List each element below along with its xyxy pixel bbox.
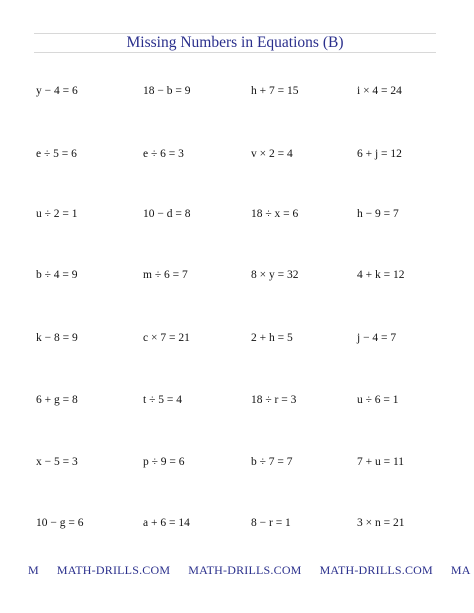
watermark-fragment: MA (450, 563, 471, 577)
equation: u ÷ 2 = 1 (36, 208, 78, 220)
equation: 18 ÷ r = 3 (251, 394, 297, 406)
equation: x − 5 = 3 (36, 456, 78, 468)
watermark-text: MATH-DRILLS.COM (56, 563, 171, 577)
equation: k − 8 = 9 (36, 332, 78, 344)
watermark-text: MATH-DRILLS.COM (188, 563, 302, 577)
equation: e ÷ 6 = 3 (143, 148, 184, 160)
equation: 10 − g = 6 (36, 517, 84, 529)
equation: t ÷ 5 = 4 (143, 394, 182, 406)
equation: 10 − d = 8 (143, 208, 191, 220)
equation: p ÷ 9 = 6 (143, 456, 185, 468)
equation: 6 + j = 12 (357, 148, 402, 160)
equation: h + 7 = 15 (251, 85, 299, 97)
equation: 2 + h = 5 (251, 332, 293, 344)
equation: j − 4 = 7 (357, 332, 397, 344)
equation: 8 × y = 32 (251, 269, 299, 281)
equation: 7 + u = 11 (357, 456, 405, 468)
equation: 4 + k = 12 (357, 269, 405, 281)
equation: v × 2 = 4 (251, 148, 293, 160)
equation: 18 − b = 9 (143, 85, 191, 97)
equation: c × 7 = 21 (143, 332, 190, 344)
equation: b ÷ 4 = 9 (36, 269, 78, 281)
equation: m ÷ 6 = 7 (143, 269, 188, 281)
page-title: Missing Numbers in Equations (B) (126, 34, 344, 51)
equation: y − 4 = 6 (36, 85, 78, 97)
footer-watermark (0, 563, 474, 579)
equation: u ÷ 6 = 1 (357, 394, 399, 406)
equation: b ÷ 7 = 7 (251, 456, 293, 468)
equation: a + 6 = 14 (143, 517, 190, 529)
watermark-text: MATH-DRILLS.COM (319, 563, 433, 577)
watermark-fragment: M (28, 563, 39, 577)
equation: 3 × n = 21 (357, 517, 405, 529)
equation: i × 4 = 24 (357, 85, 402, 97)
equation: 6 + g = 8 (36, 394, 78, 406)
equation: e ÷ 5 = 6 (36, 148, 77, 160)
equation: 8 − r = 1 (251, 517, 291, 529)
equation: h − 9 = 7 (357, 208, 399, 220)
equation: 18 ÷ x = 6 (251, 208, 299, 220)
